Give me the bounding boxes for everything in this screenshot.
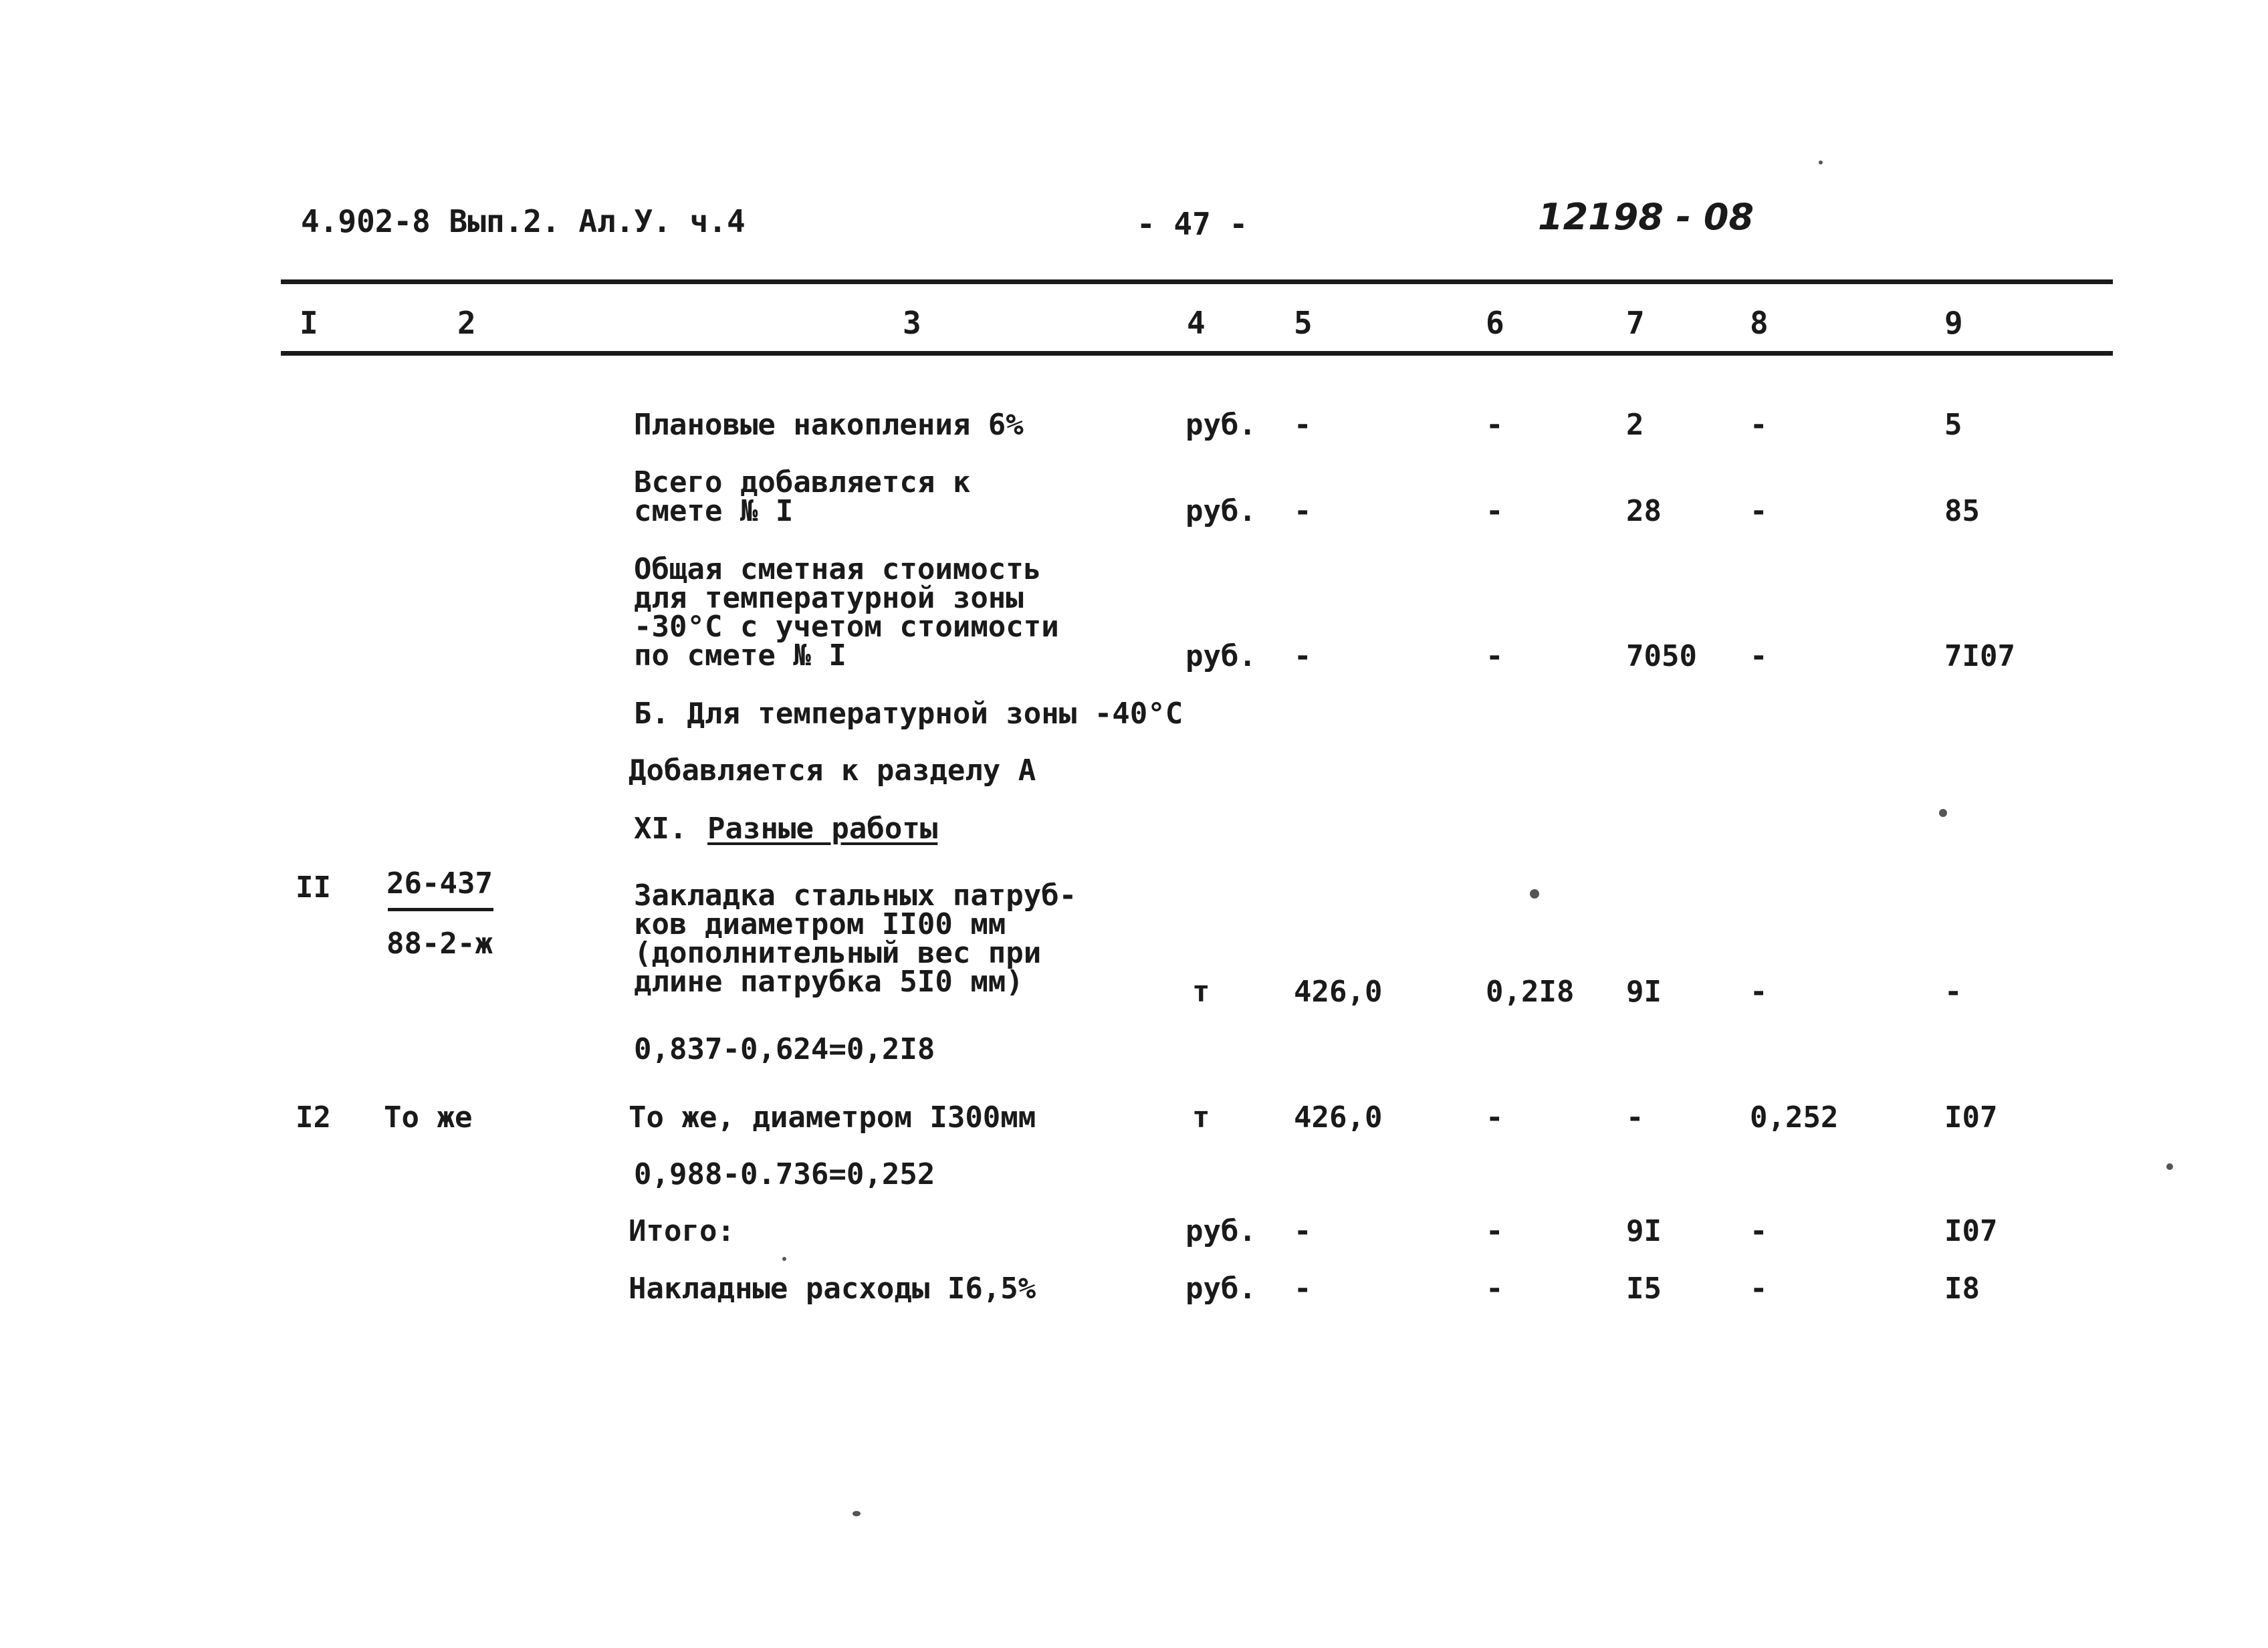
row-1-col5: -	[1294, 494, 1312, 528]
scan-speck	[2166, 1163, 2173, 1170]
table-top-rule	[281, 279, 2113, 284]
row-0-col6: -	[1486, 408, 1504, 442]
row-0-col7: 2	[1626, 408, 1644, 442]
column-number-6: 6	[1486, 305, 1504, 341]
row-6-col7: 9I	[1626, 975, 1662, 1009]
row-1-col7: 28	[1626, 494, 1662, 528]
row-2-col5: -	[1294, 639, 1312, 673]
row-6-description: Закладка стальных патруб- ков диаметром II00 мм (дополнительный вес при длине патрубка 5I0 мм)	[634, 878, 1077, 999]
column-number-5: 5	[1294, 305, 1313, 341]
row-10-description: Итого:	[629, 1214, 735, 1248]
column-number-2: 2	[457, 305, 476, 341]
row-6-unit: т	[1192, 975, 1210, 1009]
row-0-col8: -	[1750, 408, 1768, 442]
added-to-section-a: Добавляется к разделу А	[629, 753, 1036, 788]
row-10-col7: 9I	[1626, 1214, 1662, 1248]
row-0-col5: -	[1294, 408, 1312, 442]
table-header-rule	[281, 351, 2113, 356]
row-0-unit: руб.	[1185, 408, 1256, 442]
row-1-col8: -	[1750, 494, 1768, 528]
row-0-description: Плановые накопления 6%	[634, 408, 1024, 442]
page-number: - 47 -	[1137, 206, 1248, 242]
document-code: 4.902-8 Вып.2. Ал.У. ч.4	[301, 203, 746, 239]
row-6-col5: 426,0	[1294, 975, 1383, 1009]
row-1-description: Всего добавляется к смете № I	[634, 465, 971, 528]
row-10-col6: -	[1486, 1214, 1504, 1248]
row-6-norm-numerator: 26-437	[386, 866, 493, 901]
section-xi-title: Разные работы	[707, 812, 938, 846]
row-10-col5: -	[1294, 1214, 1312, 1248]
scan-speck	[1939, 809, 1947, 817]
row-11-unit: руб.	[1185, 1272, 1256, 1306]
column-number-7: 7	[1626, 305, 1645, 341]
row-11-col9: I8	[1944, 1272, 1980, 1306]
row-2-col9: 7I07	[1944, 639, 2015, 673]
section-xi-number: XI.	[634, 812, 687, 846]
row-1-col9: 85	[1944, 494, 1980, 528]
row-11-col5: -	[1294, 1272, 1312, 1306]
row-2-col8: -	[1750, 639, 1768, 673]
row-6-norm-denominator: 88-2-ж	[386, 927, 493, 961]
row-10-unit: руб.	[1185, 1214, 1256, 1248]
row-11-col8: -	[1750, 1272, 1768, 1306]
row-8-col6: -	[1486, 1100, 1504, 1135]
row-8-col7: -	[1626, 1100, 1644, 1135]
column-number-9: 9	[1944, 305, 1963, 341]
handwritten-number: 12198 - 08	[1538, 196, 1754, 238]
row-2-col7: 7050	[1626, 639, 1697, 673]
row-8-col9: I07	[1944, 1100, 1998, 1135]
row-8-col8: 0,252	[1750, 1100, 1839, 1135]
row-1-unit: руб.	[1185, 494, 1256, 528]
row-10-col9: I07	[1944, 1214, 1998, 1248]
row-6-col9: -	[1944, 975, 1962, 1009]
row-6-fraction-bar	[388, 908, 493, 911]
column-number-3: 3	[903, 305, 921, 341]
row-0-col9: 5	[1944, 408, 1962, 442]
row-11-col7: I5	[1626, 1272, 1662, 1306]
scan-speck	[782, 1257, 786, 1261]
scan-speck	[1819, 160, 1823, 164]
row-8-description: То же, диаметром I300мм	[629, 1100, 1036, 1135]
row-8-calculation: 0,988-0.736=0,252	[634, 1157, 935, 1191]
row-6-col6: 0,2I8	[1486, 975, 1575, 1009]
row-11-col6: -	[1486, 1272, 1504, 1306]
row-10-col8: -	[1750, 1214, 1768, 1248]
row-11-description: Накладные расходы I6,5%	[629, 1272, 1036, 1306]
row-8-col5: 426,0	[1294, 1100, 1383, 1135]
row-2-col6: -	[1486, 639, 1504, 673]
row-2-unit: руб.	[1185, 639, 1256, 673]
row-6-item-number: II	[296, 870, 331, 905]
row-6-col8: -	[1750, 975, 1768, 1009]
section-b-heading: Б. Для температурной зоны -40°C	[634, 697, 1183, 731]
column-number-8: 8	[1750, 305, 1769, 341]
scan-speck	[1530, 889, 1539, 899]
row-6-calculation: 0,837-0,624=0,2I8	[634, 1032, 935, 1066]
column-number-4: 4	[1187, 305, 1206, 341]
column-number-1: I	[300, 305, 318, 341]
row-2-description: Общая сметная стоимость для температурной зоны -30°C с учетом стоимости по смете № I	[634, 552, 1059, 673]
row-1-col6: -	[1486, 494, 1504, 528]
scan-speck	[853, 1511, 861, 1516]
row-8-item-number: I2	[296, 1100, 331, 1135]
row-8-norm: То же	[384, 1100, 473, 1135]
row-8-unit: т	[1192, 1100, 1210, 1135]
